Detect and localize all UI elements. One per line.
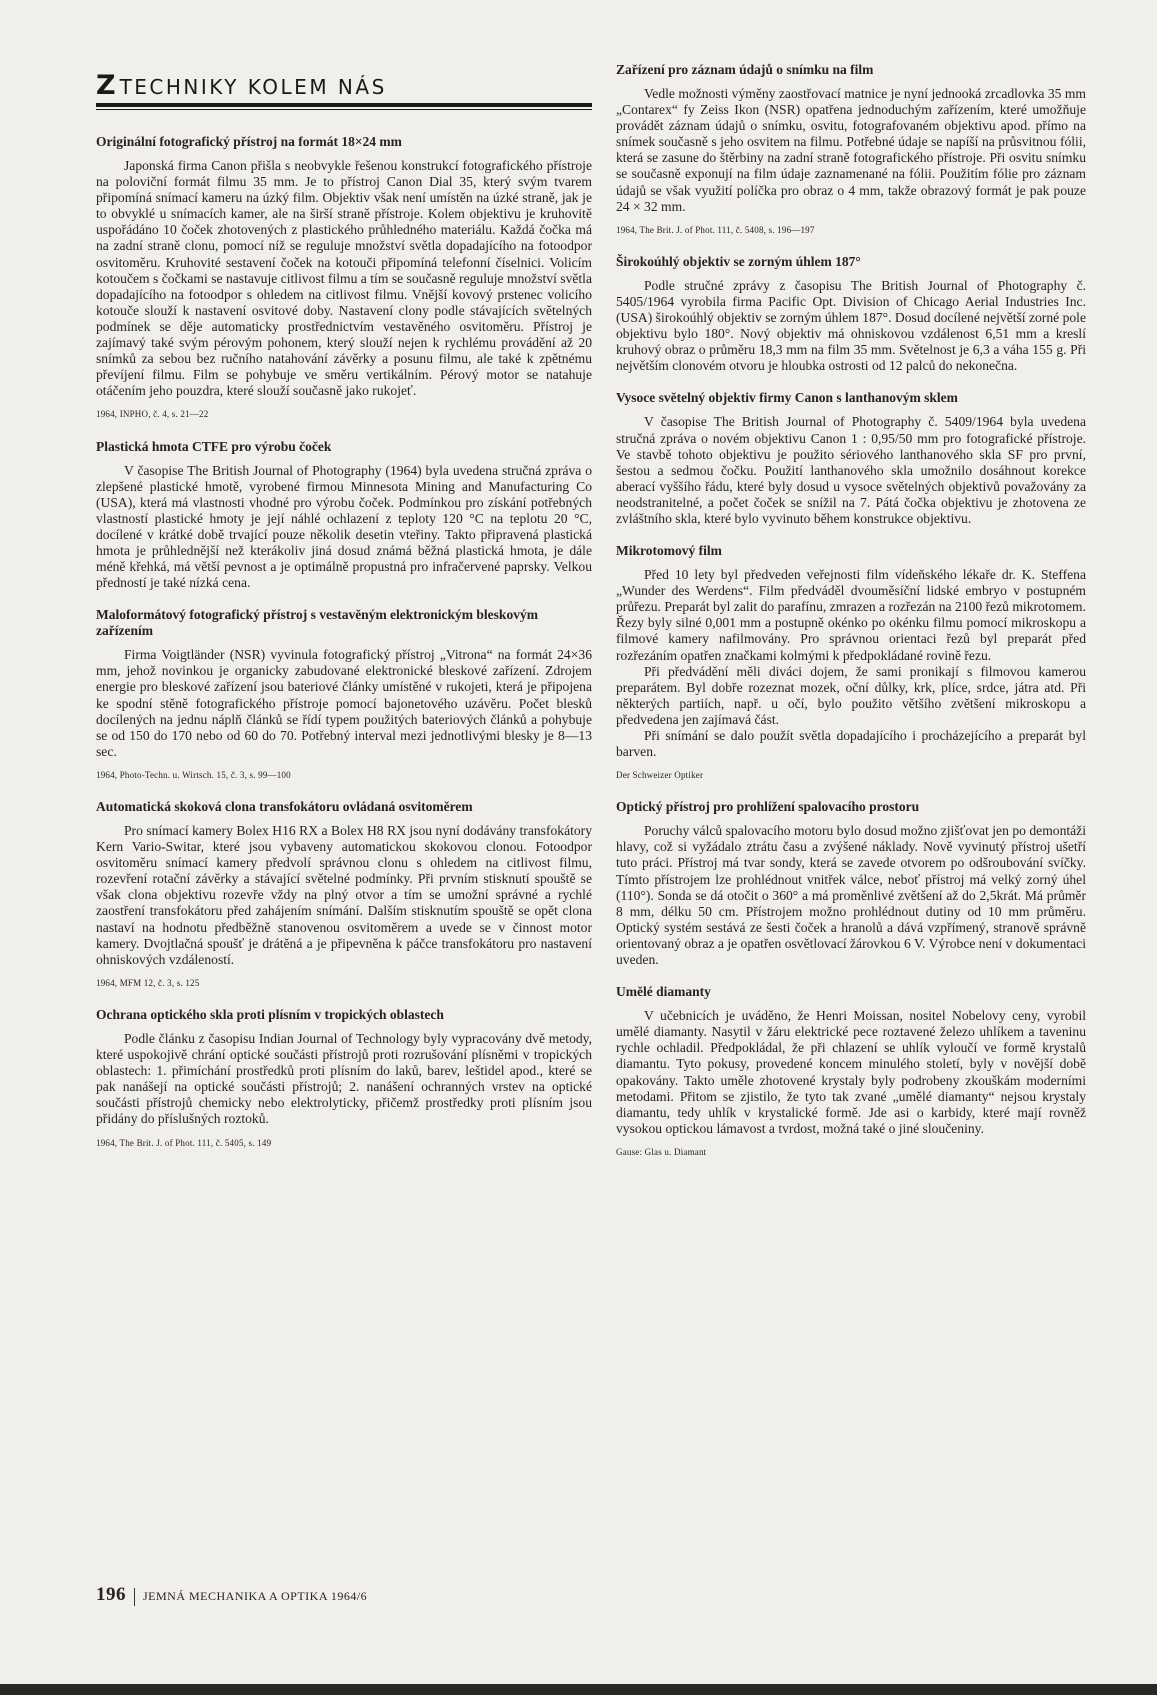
article-paragraph: Vedle možnosti výměny zaostřovací matnice je nyní jednooká zrcadlovka 35 mm „Contarex“ fy Zeiss Ikon (NSR) opatřena jednoduchým zařízením, které umožňuje provádět záznam údajů o snímku, osvitu, fotografovaném objektivu apod. přímo na snímek současně s jeho osvitem na filmu. Potřebné údaje se napíší na průsvitnou fólii, která se zasune do štěrbiny na zadní straně fotografického přístroje. Při osvitu snímku se současně exponují na film údaje zaznamenané na fólii. Použitím fólie pro záznam údajů se však využití políčka pro obraz o 4 mm, takže obrazový formát je pak pouze 24 × 32 mm.: [616, 86, 1086, 214]
article: [616, 543, 1086, 783]
scan-bottom-edge: [0, 1684, 1157, 1695]
article-paragraph: V časopise The British Journal of Photography č. 5409/1964 byla uvedena stručná zpráva o novém objektivu Canon 1 : 0,95/50 mm pro fotografické přístroje. Ve stavbě tohoto objektivu je použito sériového lanthanového skla SF pro první, šestou a sedmou čočku. Použití lanthanového skla umožnilo dosáhnout korekce aberací vyššího řádu, které byly dosud u vysoce světelných objektivů považovány za neodstranitelné, a počet čoček se snížil na 7. Pátá čočka objektivu je zhotovena ze zvláštního skla, které bylo vyvinuto během konstrukce objektivu.: [616, 414, 1086, 526]
article-title: Zařízení pro záznam údajů o snímku na film: [616, 62, 874, 77]
header-rule-thin: [96, 109, 592, 110]
article: [96, 134, 592, 423]
article-title: Optický přístroj pro prohlížení spalovacího prostoru: [616, 799, 920, 815]
right-column: [616, 62, 1086, 1176]
article-source: 1964, Photo-Techn. u. Wirtsch. 15, č. 3, s. 99—100: [96, 769, 291, 780]
article-paragraph: V časopise The British Journal of Photography (1964) byla uvedena stručná zpráva o zlepšené plastické hmotě, vyrobené firmou Minnesota Mining and Manufacturing Co (USA), která má vlastnosti vhodné pro výrobu čoček. Podmínkou pro získání potřebných vlastností plastické hmoty je její náhlé ochlazení z teploty 120 °C na teplotu 20 °C, docílené v krátké době trvající pouze několik desetin vteřiny. Takto připravená plastická hmota je průhlednější než kterákoliv jiná dosud známá běžná plastická hmota, je dále méně křehká, má větší pevnost a je optimálně propustná pro infračervené paprsky. Velkou předností je také nízká cena.: [96, 462, 592, 591]
page-number: 196: [96, 1584, 126, 1605]
article: [616, 254, 1086, 375]
header-rule-thick: [96, 103, 592, 107]
article-title: Umělé diamanty: [616, 984, 711, 1000]
article-source: 1964, The Brit. J. of Phot. 111, č. 5405, s. 149: [96, 1137, 272, 1148]
article: [616, 390, 1086, 527]
article: [96, 607, 592, 783]
article-source: 1964, The Brit. J. of Phot. 111, č. 5408, s. 196—197: [616, 224, 815, 235]
section-header-letter: Z: [96, 70, 116, 101]
journal-name: JEMNÁ MECHANIKA A OPTIKA 1964/6: [143, 1589, 368, 1603]
article-source: Gause: Glas u. Diamant: [616, 1146, 707, 1157]
article-paragraph: Firma Voigtländer (NSR) vyvinula fotografický přístroj „Vitrona“ na formát 24×36 mm, jehož novinkou je organicky zabudované elektronické bleskové zařízení. Zdrojem energie pro bleskové zařízení jsou bateriové články umístěné v rukojeti, která je připojena ke spodní stěně fotografického přístroje pomocí bajonetového uzávěru. Počet blesků docílených na jednu náplň článků se řídí typem použitých bateriových článků a pohybuje se od 150 do 170 nebo od 60 do 70. Potřebný interval mezi jednotlivými blesky je 8—13 sec.: [96, 647, 592, 759]
article: [616, 984, 1086, 1160]
article-title: Plastická hmota CTFE pro výrobu čoček: [96, 438, 332, 454]
section-header: [96, 70, 592, 101]
article-paragraph: Před 10 lety byl předveden veřejnosti film vídeňského lékaře dr. K. Steffena „Wunder des Werdens“. Film předváděl dvouměsíční lidské embryo v postupném průřezu. Preparát byl zalit do parafínu, zmrazen a rozřezán na 2100 řezů mikrotomem. Řezy byly silné 0,001 mm a postupně okénko po okénku filmu pomocí mikroskopu a filmové kamery nafilmovány. Pro správnou orientaci řezů byl preparát před rozřezáním opatřen značkami kolmými k předpokládané rovině řezu.: [616, 567, 1086, 663]
article-source: 1964, INPHO, č. 4, s. 21—22: [96, 409, 209, 420]
left-column: [96, 62, 592, 1167]
article-paragraph: Podle článku z časopisu Indian Journal of Technology byly vypracovány dvě metody, které uspokojivě chrání optické součásti přístrojů proti rozrušování plísněmi v tropických oblastech: 1. přimíchání prostředků proti plísním do laků, barev, leštidel apod., které se pak nanášejí na optické součásti přístrojů; 2. nanášení ochranných vrstev na optické součásti přístrojů chemicky nebo elektrolyticky, přičemž prostředky proti plísním jsou přidány do příslušných roztoků.: [96, 1030, 592, 1127]
article: [96, 1007, 592, 1151]
article: [616, 799, 1086, 968]
article-source: 1964, MFM 12, č. 3, s. 125: [96, 977, 200, 988]
article-title: Originální fotografický přístroj na formát 18×24 mm: [96, 134, 402, 149]
article: [96, 799, 592, 991]
article-title: Mikrotomový film: [616, 543, 722, 559]
right-articles: [616, 62, 1086, 1160]
article-paragraph: Při snímání se dalo použít světla dopadajícího i procházejícího a preparát byl barven.: [616, 728, 1086, 760]
article-title: Automatická skoková clona transfokátoru ovládaná osvitoměrem: [96, 799, 473, 814]
article-source: Der Schweizer Optiker: [616, 770, 704, 781]
page-footer: [96, 1584, 367, 1606]
article-paragraph: Podle stručné zprávy z časopisu The British Journal of Photography č. 5405/1964 vyrobila firma Pacific Opt. Division of Chicago Aerial Industries Inc. (USA) širokoúhlý objektiv se zorným úhlem 187°. Dosud docílené největší zorné pole objektivu bylo 180°. Nový objektiv má ohniskovou vzdálenost 6,51 mm a kreslí kruhový obraz o průměru 18,3 mm na film 35 mm. Světelnost je 6,3 a váha 155 g. Při největším clonovém otvoru je hloubka ostrosti od 12 palců do nekonečna.: [616, 277, 1086, 374]
article-title: Maloformátový fotografický přístroj s vestavěným elektronickým bleskovým zařízením: [96, 607, 538, 639]
article-paragraph: Poruchy válců spalovacího motoru bylo dosud možno zjišťovat jen po demontáži hlavy, což si vyžádalo ztrátu času a zvýšené náklady. Nově vyvinutý přístroj ušetří tuto práci. Přístroj má tvar sondy, která se zavede otvorem po odšroubování svíčky. Tímto přístrojem lze prohlédnout vnitřek válce, neboť přístroj má velký zorný úhel (110°). Sonda se dá otočit o 360° a má proměnlivé zvětšení až do 2,5krát. Má průměr 8 mm, délku 50 cm. Přístrojem možno prohlédnout dutiny od 10 mm průměru. Optický systém sestává ze šesti čoček a hranolů a dává vzpřímený, stranově správně orientovaný obraz a je opatřen osvětlovací žárovkou 6 V. Výrobce není v dokumentaci uveden.: [616, 823, 1086, 968]
left-articles: [96, 134, 592, 1151]
article-title: Širokoúhlý objektiv se zorným úhlem 187°: [616, 253, 861, 269]
article: [96, 439, 592, 592]
article-paragraph: Japonská firma Canon přišla s neobvykle řešenou konstrukcí fotografického přístroje na poloviční formát filmu 35 mm. Je to přístroj Canon Dial 35, který svým tvarem připomíná snímací kameru na úzký film. Objektiv však není umístěn na úzké straně, jak je to obvyklé u snímacích kamer, ale na širší straně přístroje. Kolem objektivu je kruhovitě uspořádáno 10 čoček zhotovených z plastického průhledného materiálu. Každá čočka má na zadní straně clonu, pomocí níž se reguluje množství světla dopadajícího na fotoodpor osvitoměru. Kruhovité sestavení čoček na kotouči připomíná telefonní číselnici. Volicím kotoučem s čočkami se nastavuje citlivost filmu a tím se současně reguluje množství světla dopadajícího na fotoodpor s ohledem na citlivost filmu. Vnější kovový prstenec volicího kotouče slouží k nastavení osvitové doby. Nastavení clony podle stávajících světelných podmínek se děje automaticky prostřednictvím vestavěného osvitoměru. Přístroj je zajímavý také svým pérovým pohonem, který slouží nejen k rychlému provádění až 20 snímků za sebou bez ručního natahování závěrky a posunu filmu, ale také k zpětnému převíjení filmu. Film se pohybuje ve směru vertikálním. Pérový motor se natahuje otáčením jeho pouzdra, které slouží současně jako rukojeť.: [96, 158, 592, 399]
article-title: Vysoce světelný objektiv firmy Canon s lanthanovým sklem: [616, 390, 958, 406]
article-title: Ochrana optického skla proti plísním v tropických oblastech: [96, 1006, 444, 1022]
article-paragraph: Při předvádění měli diváci dojem, že sami pronikají s filmovou kamerou preparátem. Byl dobře rozeznat mozek, oční důlky, krk, plíce, srdce, játra atd. Při některých partiích, např. u očí, bylo použito většího zvětšení mikroskopu a předvedena jen zajímavá část.: [616, 663, 1086, 727]
article-paragraph: Pro snímací kamery Bolex H16 RX a Bolex H8 RX jsou nyní dodávány transfokátory Kern Vario-Switar, které jsou vybaveny automatickou skokovou clonou. Fotoodpor osvitoměru snímací kamery předvolí správnou clonu s ohledem na citlivost filmu, rozevření rotační závěrky a stávající světelné podmínky. Při prvním stisknutí spouště se však clona objektivu rozevře vždy na plný otvor a tím se umožní správné a rychlé zaostření transfokátoru před zahájením snímání. Dalším stisknutím spouště se opět clona nastaví na hodnotu předběžně stanovenou osvitoměrem a uvede se v činnost motor kamery. Dvojtlačná spoušť je drátěná a je připevněna k páčce transfokátoru pro nastavení ohniskových vzdáleností.: [96, 823, 592, 967]
article-paragraph: V učebnicích je uváděno, že Henri Moissan, nositel Nobelovy ceny, vyrobil umělé diamanty. Nasytil v žáru elektrické pece roztavené železo uhlíkem a taveninu rychle ochladil. Předpokládal, že při chlazení se uhlík vyloučí ve formě krystalů diamantu. Tyto pokusy, provedené koncem minulého století, byly v novější době opakovány. Takto uměle zhotovené krystaly byly podrobeny zkouškám moderními metodami. Přitom se zjistilo, že tyto tak zvané „umělé diamanty“ nejsou krystaly diamantu, tedy uhlík v krystalické formě. Jde asi o karbidy, které mají rovněž vysokou optickou lámavost a tvrdost, možná také o jiné sloučeniny.: [616, 1008, 1086, 1136]
section-header-text: TECHNIKY KOLEM NÁS: [119, 75, 387, 99]
footer-separator: [134, 1588, 135, 1606]
article: [616, 62, 1086, 238]
